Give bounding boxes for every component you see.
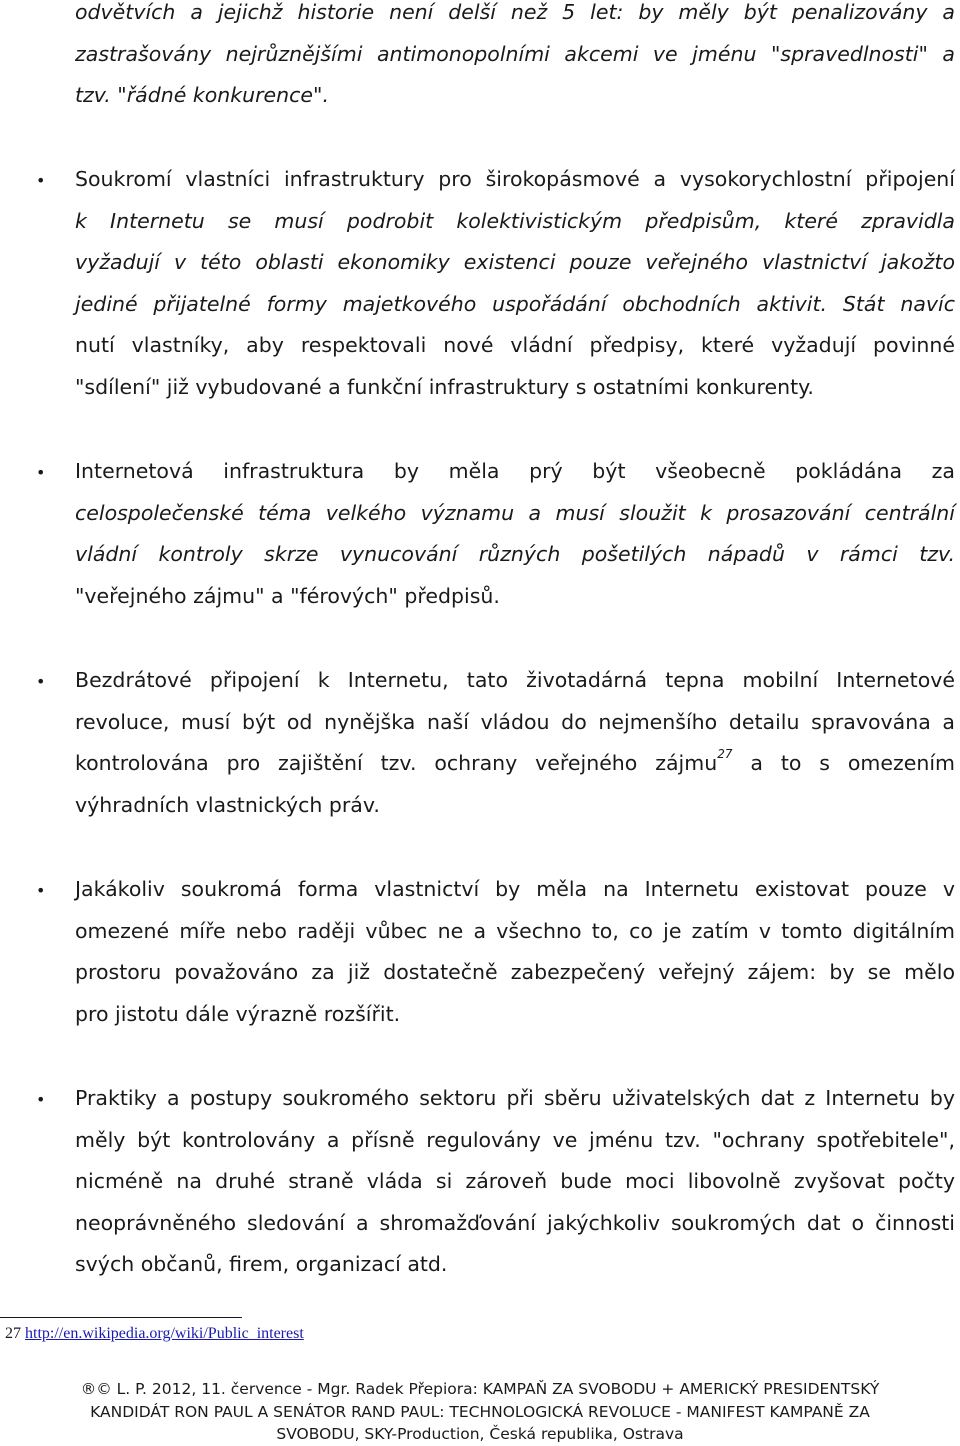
page-footer <box>20 1378 940 1446</box>
text-line: odvětvích a jejichž historie není delší než 5 let: by měly být penalizovány a <box>75 0 955 24</box>
text-line: "veřejného zájmu" a "férových" předpisů. <box>75 583 500 608</box>
text-line: svých občanů, firem, organizací atd. <box>75 1252 448 1277</box>
text-fragment: a to s omezením <box>732 751 956 776</box>
text-line: vládní kontroly skrze vynucování různých pošetilých nápadů v rámci tzv. <box>75 542 955 567</box>
footnote-ref[interactable]: 27 <box>717 747 733 762</box>
text-line: omezené míře nebo raději vůbec ne a všechno to, co je zatím v tomto digitálním <box>75 918 955 943</box>
footnote-link[interactable]: http://en.wikipedia.org/wiki/Public_interest <box>25 1325 304 1342</box>
bullet-icon: • <box>36 672 46 691</box>
bullet-paragraph-3 <box>75 660 955 826</box>
bullet-paragraph-1 <box>75 159 955 409</box>
footer-line: KANDIDÁT RON PAUL A SENÁTOR RAND PAUL: TECHNOLOGICKÁ REVOLUCE - MANIFEST KAMPANĚ ZA <box>90 1402 870 1421</box>
text-line: celospolečenské téma velkého významu a musí sloužit k prosazování centrální <box>75 500 955 525</box>
bullet-paragraph-2 <box>75 451 955 617</box>
text-fragment: kontrolována pro zajištění tzv. ochrany veřejného zájmu <box>75 751 718 776</box>
footer-line: SVOBODU, SKY-Production, Česká republika, Ostrava <box>276 1425 684 1443</box>
bullet-icon: • <box>36 1090 46 1109</box>
text-line: měly být kontrolovány a přísně regulovány ve jménu tzv. "ochrany spotřebitele", <box>75 1127 955 1152</box>
text-line: prostoru považováno za již dostatečně zabezpečený veřejný zájem: by se mělo <box>75 960 955 985</box>
text-line: pro jistotu dále výrazně rozšířit. <box>75 1001 401 1026</box>
footnote <box>5 1325 304 1343</box>
text-line: Internetová infrastruktura by měla prý být všeobecně pokládána za <box>75 459 955 483</box>
text-line: neoprávněného sledování a shromažďování jakýchkoliv soukromých dat o činnosti <box>75 1210 955 1235</box>
text-line: Praktiky a postupy soukromého sektoru při sběru uživatelských dat z Internetu by <box>75 1086 955 1110</box>
footnote-number: 27 <box>5 1325 21 1342</box>
text-line: "sdílení" již vybudované a funkční infrastruktury s ostatními konkurenty. <box>75 374 814 399</box>
text-line: zastrašovány nejrůznějšími antimonopolními akcemi ve jménu "spravedlnosti" a <box>75 41 955 66</box>
text-line: nicméně na druhé straně vláda si zároveň bude moci libovolně zvyšovat počty <box>75 1169 955 1194</box>
text-line: k Internetu se musí podrobit kolektivistickým předpisům, které zpravidla <box>75 208 955 233</box>
paragraph-continuation <box>75 0 955 117</box>
bullet-icon: • <box>36 463 46 482</box>
text-line: Jakákoliv soukromá forma vlastnictví by měla na Internetu existovat pouze v <box>75 877 955 901</box>
bullet-paragraph-4 <box>75 869 955 1035</box>
text-line: vyžadují v této oblasti ekonomiky existenci pouze veřejného vlastnictví jakožto <box>75 250 955 275</box>
bullet-icon: • <box>36 881 46 900</box>
text-line: výhradních vlastnických práv. <box>75 792 380 817</box>
bullet-paragraph-5 <box>75 1078 955 1286</box>
text-line: tzv. "řádné konkurence". <box>75 83 329 108</box>
footnote-divider <box>0 1317 242 1318</box>
text-line: jediné přijatelné formy majetkového uspořádání obchodních aktivit. Stát navíc <box>75 291 955 316</box>
text-line: Bezdrátové připojení k Internetu, tato životadárná tepna mobilní Internetové <box>75 668 955 692</box>
text-line: nutí vlastníky, aby respektovali nové vládní předpisy, které vyžadují povinné <box>75 333 955 358</box>
text-line: revoluce, musí být od nynějška naší vládou do nejmenšího detailu spravována a <box>75 709 955 734</box>
bullet-icon: • <box>36 171 46 190</box>
text-line-with-footnote <box>75 743 955 785</box>
text-line: Soukromí vlastníci infrastruktury pro širokopásmové a vysokorychlostní připojení <box>75 167 955 191</box>
footer-line: ®© L. P. 2012, 11. července - Mgr. Radek Přepiora: KAMPAŇ ZA SVOBODU + AMERICKÝ PRESIDENTSKÝ <box>80 1380 880 1398</box>
